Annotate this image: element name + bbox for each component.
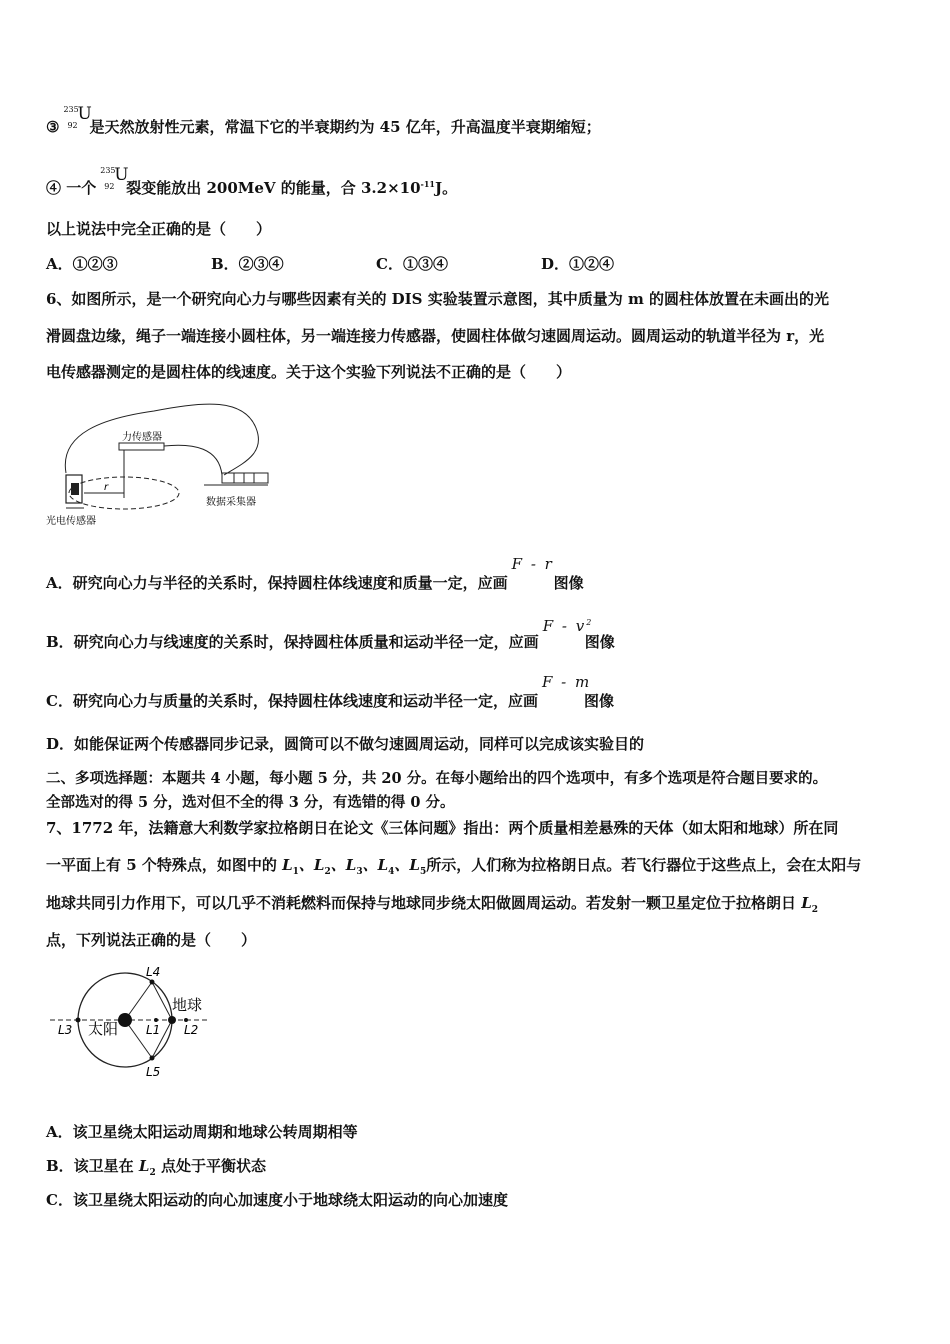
q6-option-b-text: B．研究向心力与线速度的关系时，保持圆柱体质量和运动半径一定，应画 bbox=[46, 633, 539, 651]
q6-option-d[interactable]: D．如能保证两个传感器同步记录，圆筒可以不做匀速圆周运动，同样可以完成该实验目的 bbox=[46, 735, 645, 753]
force-sensor-label: 力传感器 bbox=[122, 432, 162, 443]
l1-dot bbox=[154, 1018, 158, 1022]
q7-line-4: 点，下列说法正确的是（ ） bbox=[46, 931, 257, 949]
earth-dot bbox=[168, 1016, 176, 1024]
q6-option-c-tail: 图像 bbox=[583, 692, 614, 710]
statement-4-marker: ④ 一个 bbox=[46, 179, 97, 197]
q5-prompt: 以上说法中完全正确的是（ ） bbox=[46, 220, 272, 238]
l5-label: L5 bbox=[146, 1065, 161, 1079]
statement-4-text: 裂变能放出 200MeV 的能量，合 3.2×10 bbox=[126, 179, 421, 197]
formula-f-m: F - m bbox=[541, 673, 592, 691]
section-2-heading: 二、多项选择题：本题共 4 小题，每小题 5 分，共 20 分。在每小题给出的四个选项中，有多个选项是符合题目要求的。 bbox=[46, 770, 828, 787]
earth-label: 地球 bbox=[172, 996, 203, 1014]
radius-label: r bbox=[104, 482, 109, 493]
q6-option-b-tail: 图像 bbox=[584, 633, 615, 651]
sun-label: 太阳 bbox=[88, 1020, 119, 1038]
dis-apparatus-figure bbox=[44, 393, 269, 533]
l1-label: L1 bbox=[146, 1023, 161, 1037]
q6-option-a-tail: 图像 bbox=[553, 574, 584, 592]
q6-option-a-text: A．研究向心力与半径的关系时，保持圆柱体线速度和质量一定，应画 bbox=[46, 574, 508, 592]
lagrange-points-figure bbox=[48, 962, 218, 1087]
q7-option-b[interactable]: B．该卫星在 $L_2$ 点处于平衡状态 bbox=[46, 1157, 266, 1178]
q7-option-a[interactable]: A．该卫星绕太阳运动周期和地球公转周期相等 bbox=[46, 1123, 358, 1141]
q6-line-2: 滑圆盘边缘，绳子一端连接小圆柱体，另一端连接力传感器，使圆柱体做匀速圆周运动。圆周运动的轨道半径为 r，光 bbox=[46, 327, 825, 345]
q6-option-c-text: C．研究向心力与质量的关系时，保持圆柱体线速度和运动半径一定，应画 bbox=[46, 692, 538, 710]
statement-3 bbox=[46, 104, 601, 137]
q5-option-c[interactable]: C．①③④ bbox=[376, 255, 448, 273]
exponent: -11 bbox=[420, 179, 435, 189]
q7-option-c[interactable]: C．该卫星绕太阳运动的向心加速度小于地球绕太阳运动的向心加速度 bbox=[46, 1191, 508, 1209]
uranium-isotope: 235 92 U bbox=[63, 104, 92, 130]
l5-dot bbox=[150, 1056, 155, 1061]
sun-dot bbox=[118, 1013, 132, 1027]
photo-sensor-label: 光电传感器 bbox=[46, 516, 96, 527]
l2-dot bbox=[184, 1018, 188, 1022]
statement-3-text: 是天然放射性元素，常温下它的半衰期约为 45 亿年，升高温度半衰期缩短； bbox=[89, 118, 601, 136]
l3-dot bbox=[76, 1018, 81, 1023]
q7-line-2: 一平面上有 5 个特殊点，如图中的 $L_1$、$L_2$、$L_3$、$L_4$、$L_5$所示，人们称为拉格朗日点。若飞行器位于这些点上，会在太阳与 bbox=[46, 856, 862, 877]
statement-4-tail: J。 bbox=[435, 179, 458, 197]
q7-line-1: 7、1772 年，法籍意大利数学家拉格朗日在论文《三体问题》指出：两个质量相差悬殊的天体（如太阳和地球）所在同 bbox=[46, 819, 839, 837]
cylinder bbox=[71, 483, 79, 495]
data-collector-box bbox=[222, 473, 268, 483]
l3-label: L3 bbox=[58, 1023, 73, 1037]
q6-line-3: 电传感器测定的是圆柱体的线速度。关于这个实验下列说法不正确的是（ ） bbox=[46, 363, 572, 381]
l2-label: L2 bbox=[184, 1023, 199, 1037]
formula-f-v2: F - $v^2$ bbox=[542, 617, 594, 635]
force-sensor-box bbox=[119, 443, 164, 450]
section-2-rules: 全部选对的得 5 分，选对但不全的得 3 分，有选错的得 0 分。 bbox=[46, 794, 455, 811]
uranium-isotope: 235 92 U bbox=[100, 165, 129, 191]
q5-option-d[interactable]: D．①②④ bbox=[541, 255, 615, 273]
l4-dot bbox=[150, 980, 155, 985]
statement-3-marker: ③ bbox=[46, 118, 60, 136]
q7-line-3: 地球共同引力作用下，可以几乎不消耗燃料而保持与地球同步绕太阳做圆周运动。若发射一颗卫星定位于拉格朗日 $L_2$ bbox=[46, 894, 819, 915]
q6-option-a[interactable] bbox=[46, 555, 584, 593]
q6-option-c[interactable] bbox=[46, 673, 614, 711]
statement-4 bbox=[46, 165, 458, 198]
formula-f-r: F - r bbox=[511, 555, 554, 573]
q6-option-b[interactable] bbox=[46, 617, 615, 652]
q5-options bbox=[46, 254, 706, 274]
q5-option-b[interactable]: B．②③④ bbox=[211, 255, 284, 273]
force-data-cable bbox=[164, 445, 222, 475]
q6-line-1: 6、如图所示，是一个研究向心力与哪些因素有关的 DIS 实验装置示意图，其中质量为 m 的圆柱体放置在未画出的光 bbox=[46, 290, 830, 308]
data-collector-label: 数据采集器 bbox=[206, 497, 256, 508]
l4-label: L4 bbox=[146, 965, 161, 979]
q5-option-a[interactable]: A．①②③ bbox=[46, 255, 118, 273]
